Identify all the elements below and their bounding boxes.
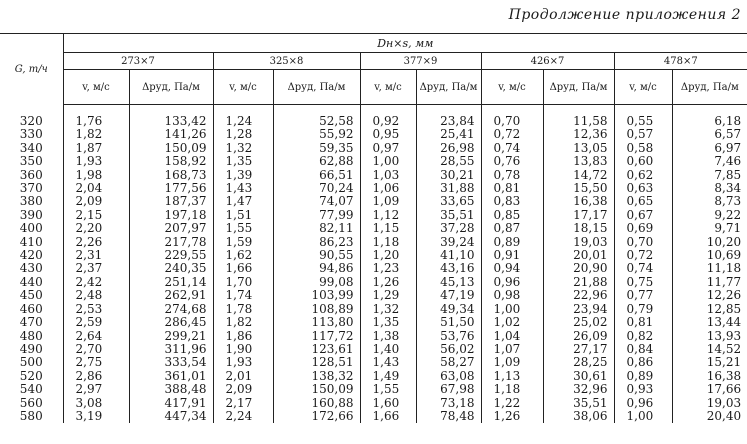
velocity-cell: 1,43 <box>360 356 416 369</box>
flow-rate-cell: 480 <box>0 330 63 343</box>
pressure-drop-cell: 6,18 <box>672 105 747 129</box>
velocity-cell: 1,28 <box>213 128 273 141</box>
pressure-drop-cell: 177,56 <box>129 182 213 195</box>
velocity-cell: 1,15 <box>360 222 416 235</box>
pressure-drop-cell: 82,11 <box>273 222 360 235</box>
pipe-size-header: 478×7 <box>614 53 747 70</box>
velocity-cell: 0,82 <box>614 330 672 343</box>
pressure-drop-cell: 15,50 <box>543 182 614 195</box>
velocity-cell: 0,91 <box>481 249 543 262</box>
pressure-drop-cell: 108,89 <box>273 303 360 316</box>
flow-rate-cell: 560 <box>0 397 63 410</box>
table-row <box>0 249 747 262</box>
pressure-drop-cell: 10,20 <box>672 236 747 249</box>
velocity-cell: 1,87 <box>75 140 103 155</box>
pressure-drop-cell: 207,97 <box>129 222 213 235</box>
table-row <box>0 262 747 275</box>
pressure-drop-cell: 32,96 <box>543 383 614 396</box>
velocity-cell: 1,00 <box>481 303 543 316</box>
velocity-cell: 2,09 <box>213 383 273 396</box>
pressure-drop-cell: 28,25 <box>543 356 614 369</box>
velocity-header: v, м/с <box>614 70 672 105</box>
pressure-drop-cell: 70,24 <box>273 182 360 195</box>
velocity-cell: 0,60 <box>614 155 672 168</box>
velocity-cell: 1,00 <box>614 410 672 423</box>
table-row <box>0 222 747 235</box>
pressure-drop-cell: 141,26 <box>129 128 213 141</box>
flow-rate-cell: 470 <box>0 316 63 329</box>
pressure-drop-cell: 187,37 <box>129 195 213 208</box>
velocity-cell: 2,64 <box>75 328 103 343</box>
table-row <box>0 356 747 369</box>
table-row <box>0 195 747 208</box>
velocity-cell: 0,63 <box>614 182 672 195</box>
velocity-cell: 1,86 <box>213 330 273 343</box>
pressure-drop-cell: 35,51 <box>543 397 614 410</box>
flow-rate-cell: 440 <box>0 276 63 289</box>
velocity-cell: 1,90 <box>213 343 273 356</box>
velocity-cell: 1,06 <box>360 182 416 195</box>
flow-rate-cell: 330 <box>0 128 63 141</box>
pressure-drop-cell: 10,69 <box>672 249 747 262</box>
velocity-cell: 1,98 <box>75 167 103 182</box>
table-row <box>0 343 747 356</box>
velocity-cell: 1,32 <box>360 303 416 316</box>
pressure-drop-cell: 117,72 <box>273 330 360 343</box>
pressure-drop-cell: 52,58 <box>273 105 360 129</box>
velocity-cell: 1,09 <box>481 356 543 369</box>
pipe-table <box>0 33 747 423</box>
velocity-cell: 1,74 <box>213 289 273 302</box>
velocity-cell: 2,97 <box>75 382 103 397</box>
table-row <box>0 236 747 249</box>
pressure-drop-header: Δpуд, Па/м <box>543 70 614 105</box>
pressure-drop-cell: 11,58 <box>543 105 614 129</box>
pressure-drop-cell: 7,85 <box>672 169 747 182</box>
velocity-cell: 1,82 <box>213 316 273 329</box>
table-row <box>0 105 747 129</box>
velocity-cell: 1,76 <box>75 114 103 128</box>
velocity-cell: 1,22 <box>481 397 543 410</box>
velocity-cell: 1,00 <box>360 155 416 168</box>
pressure-drop-cell: 35,51 <box>416 209 481 222</box>
velocity-cell: 1,09 <box>360 195 416 208</box>
velocity-cell: 3,19 <box>75 408 103 423</box>
velocity-cell: 1,55 <box>360 383 416 396</box>
pressure-drop-cell: 12,85 <box>672 303 747 316</box>
velocity-cell: 0,96 <box>481 276 543 289</box>
velocity-cell: 2,31 <box>75 248 103 263</box>
velocity-cell: 0,78 <box>481 169 543 182</box>
pressure-drop-cell: 23,94 <box>543 303 614 316</box>
pressure-drop-cell: 25,02 <box>543 316 614 329</box>
flow-rate-cell: 490 <box>0 343 63 356</box>
velocity-cell: 0,94 <box>481 262 543 275</box>
pressure-drop-cell: 56,02 <box>416 343 481 356</box>
pressure-drop-cell: 38,06 <box>543 410 614 423</box>
pressure-drop-cell: 229,55 <box>129 249 213 262</box>
velocity-cell: 1,32 <box>213 142 273 155</box>
pressure-drop-cell: 37,28 <box>416 222 481 235</box>
velocity-cell: 2,17 <box>213 397 273 410</box>
pressure-drop-cell: 51,50 <box>416 316 481 329</box>
velocity-cell: 0,86 <box>614 356 672 369</box>
pressure-drop-cell: 41,10 <box>416 249 481 262</box>
pressure-drop-cell: 26,98 <box>416 142 481 155</box>
velocity-cell: 0,95 <box>360 128 416 141</box>
velocity-header: v, м/с <box>63 70 129 105</box>
pressure-drop-cell: 23,84 <box>416 105 481 129</box>
pressure-drop-cell: 9,22 <box>672 209 747 222</box>
pressure-drop-cell: 31,88 <box>416 182 481 195</box>
velocity-cell: 1,29 <box>360 289 416 302</box>
pressure-drop-cell: 66,51 <box>273 169 360 182</box>
pressure-drop-cell: 9,71 <box>672 222 747 235</box>
pressure-drop-cell: 123,61 <box>273 343 360 356</box>
velocity-cell: 2,70 <box>75 341 103 356</box>
velocity-cell: 0,65 <box>614 195 672 208</box>
table-row <box>0 276 747 289</box>
velocity-cell: 1,38 <box>360 330 416 343</box>
pressure-drop-cell: 20,01 <box>543 249 614 262</box>
pressure-drop-cell: 14,52 <box>672 343 747 356</box>
pressure-drop-cell: 8,34 <box>672 182 747 195</box>
pipe-size-header: 325×8 <box>213 53 360 70</box>
velocity-cell: 0,98 <box>481 289 543 302</box>
velocity-cell: 0,58 <box>614 142 672 155</box>
pressure-drop-cell: 113,80 <box>273 316 360 329</box>
pressure-drop-header: Δpуд, Па/м <box>273 70 360 105</box>
pressure-drop-cell: 13,83 <box>543 155 614 168</box>
pressure-drop-cell: 13,44 <box>672 316 747 329</box>
pressure-drop-cell: 217,78 <box>129 236 213 249</box>
pressure-drop-cell: 447,34 <box>129 410 213 423</box>
pressure-drop-cell: 21,88 <box>543 276 614 289</box>
flow-rate-cell: 320 <box>0 105 63 129</box>
pressure-drop-cell: 62,88 <box>273 155 360 168</box>
flow-rate-cell: 540 <box>0 383 63 396</box>
velocity-cell: 1,18 <box>360 236 416 249</box>
velocity-cell: 0,72 <box>614 249 672 262</box>
velocity-header: v, м/с <box>360 70 416 105</box>
velocity-cell: 1,26 <box>481 410 543 423</box>
velocity-cell: 1,43 <box>213 182 273 195</box>
flow-rate-cell: 370 <box>0 182 63 195</box>
velocity-cell: 2,86 <box>75 368 103 383</box>
flow-rate-cell: 500 <box>0 356 63 369</box>
pressure-drop-cell: 150,09 <box>273 383 360 396</box>
velocity-header: v, м/с <box>481 70 543 105</box>
velocity-cell: 1,23 <box>360 262 416 275</box>
velocity-cell: 0,85 <box>481 209 543 222</box>
pressure-drop-header: Δpуд, Па/м <box>416 70 481 105</box>
flow-rate-cell: 460 <box>0 303 63 316</box>
pressure-drop-cell: 262,91 <box>129 289 213 302</box>
velocity-cell: 1,82 <box>75 127 103 142</box>
flow-rate-cell: 380 <box>0 195 63 208</box>
velocity-cell: 2,48 <box>75 288 103 303</box>
velocity-cell: 0,92 <box>360 105 416 129</box>
velocity-cell: 1,70 <box>213 276 273 289</box>
pressure-drop-cell: 16,38 <box>672 370 747 383</box>
velocity-cell: 1,12 <box>360 209 416 222</box>
velocity-cell: 1,66 <box>213 262 273 275</box>
velocity-cell: 1,26 <box>360 276 416 289</box>
pressure-drop-cell: 15,21 <box>672 356 747 369</box>
velocity-cell: 1,02 <box>481 316 543 329</box>
velocity-cell: 0,74 <box>614 262 672 275</box>
pressure-drop-cell: 6,97 <box>672 142 747 155</box>
pressure-drop-cell: 311,96 <box>129 343 213 356</box>
flow-rate-cell: 450 <box>0 289 63 302</box>
g-column-header: G, т/ч <box>0 34 63 105</box>
pressure-drop-cell: 20,40 <box>672 410 747 423</box>
pressure-drop-cell: 128,51 <box>273 356 360 369</box>
velocity-cell: 1,47 <box>213 195 273 208</box>
velocity-cell: 2,04 <box>75 181 103 196</box>
pressure-drop-cell: 160,88 <box>273 397 360 410</box>
pressure-drop-cell: 63,08 <box>416 370 481 383</box>
pressure-drop-cell: 45,13 <box>416 276 481 289</box>
data-table <box>0 33 747 423</box>
flow-rate-cell: 400 <box>0 222 63 235</box>
pressure-drop-cell: 12,36 <box>543 128 614 141</box>
pressure-drop-cell: 25,41 <box>416 128 481 141</box>
pressure-drop-cell: 20,90 <box>543 262 614 275</box>
flow-rate-cell: 420 <box>0 249 63 262</box>
velocity-cell: 1,20 <box>360 249 416 262</box>
velocity-cell: 1,04 <box>481 330 543 343</box>
pressure-drop-cell: 18,15 <box>543 222 614 235</box>
velocity-cell: 0,83 <box>481 195 543 208</box>
velocity-cell: 1,66 <box>360 410 416 423</box>
pressure-drop-cell: 11,18 <box>672 262 747 275</box>
velocity-header: v, м/с <box>213 70 273 105</box>
velocity-cell: 2,15 <box>75 207 103 222</box>
pressure-drop-cell: 12,26 <box>672 289 747 302</box>
table-row <box>0 289 747 302</box>
pressure-drop-cell: 168,73 <box>129 169 213 182</box>
pressure-drop-cell: 55,92 <box>273 128 360 141</box>
velocity-cell: 2,20 <box>75 221 103 236</box>
velocity-cell: 0,70 <box>481 105 543 129</box>
pressure-drop-cell: 274,68 <box>129 303 213 316</box>
pressure-drop-cell: 7,46 <box>672 155 747 168</box>
velocity-cell: 1,55 <box>213 222 273 235</box>
flow-rate-cell: 430 <box>0 262 63 275</box>
pressure-drop-cell: 26,09 <box>543 330 614 343</box>
pressure-drop-cell: 78,48 <box>416 410 481 423</box>
pressure-drop-cell: 74,07 <box>273 195 360 208</box>
velocity-cell: 0,84 <box>614 343 672 356</box>
pressure-drop-cell: 94,86 <box>273 262 360 275</box>
velocity-cell: 0,55 <box>614 105 672 129</box>
pressure-drop-cell: 299,21 <box>129 330 213 343</box>
table-row <box>0 370 747 383</box>
table-row <box>0 303 747 316</box>
flow-rate-cell: 390 <box>0 209 63 222</box>
pressure-drop-cell: 39,24 <box>416 236 481 249</box>
table-body <box>0 105 747 424</box>
flow-rate-cell: 350 <box>0 155 63 168</box>
velocity-cell: 1,13 <box>481 370 543 383</box>
velocity-cell: 1,03 <box>360 169 416 182</box>
velocity-cell: 2,24 <box>213 410 273 423</box>
table-row <box>0 410 747 423</box>
table-row <box>0 128 747 141</box>
pressure-drop-cell: 158,92 <box>129 155 213 168</box>
flow-rate-cell: 580 <box>0 410 63 423</box>
velocity-cell: 0,76 <box>481 155 543 168</box>
velocity-cell: 1,59 <box>213 236 273 249</box>
velocity-cell: 0,69 <box>614 222 672 235</box>
pressure-drop-cell: 251,14 <box>129 276 213 289</box>
pressure-drop-cell: 77,99 <box>273 209 360 222</box>
table-row <box>0 155 747 168</box>
pressure-drop-cell: 47,19 <box>416 289 481 302</box>
velocity-cell: 2,42 <box>75 274 103 289</box>
pressure-drop-cell: 13,93 <box>672 330 747 343</box>
pressure-drop-cell: 17,17 <box>543 209 614 222</box>
velocity-cell: 2,09 <box>75 194 103 209</box>
pressure-drop-cell: 388,48 <box>129 383 213 396</box>
pressure-drop-cell: 197,18 <box>129 209 213 222</box>
velocity-cell: 1,35 <box>213 155 273 168</box>
table-row <box>0 169 747 182</box>
velocity-cell: 1,24 <box>213 105 273 129</box>
pressure-drop-cell: 86,23 <box>273 236 360 249</box>
pipe-size-header: 377×9 <box>360 53 481 70</box>
pressure-drop-cell: 59,35 <box>273 142 360 155</box>
velocity-cell: 0,89 <box>614 370 672 383</box>
pressure-drop-cell: 43,16 <box>416 262 481 275</box>
pressure-drop-cell: 53,76 <box>416 330 481 343</box>
pressure-drop-cell: 417,91 <box>129 397 213 410</box>
pressure-drop-cell: 133,42 <box>129 105 213 129</box>
velocity-cell: 1,07 <box>481 343 543 356</box>
pressure-drop-header: Δpуд, Па/м <box>129 70 213 105</box>
velocity-cell: 0,75 <box>614 276 672 289</box>
velocity-cell: 2,53 <box>75 301 103 316</box>
velocity-cell: 0,70 <box>614 236 672 249</box>
table-row <box>0 397 747 410</box>
velocity-cell: 2,37 <box>75 261 103 276</box>
velocity-cell: 0,93 <box>614 383 672 396</box>
pressure-drop-cell: 138,32 <box>273 370 360 383</box>
pressure-drop-cell: 27,17 <box>543 343 614 356</box>
velocity-cell: 0,79 <box>614 303 672 316</box>
pressure-drop-cell: 172,66 <box>273 410 360 423</box>
pressure-drop-cell: 90,55 <box>273 249 360 262</box>
velocity-cell: 1,18 <box>481 383 543 396</box>
pressure-drop-cell: 13,05 <box>543 142 614 155</box>
pressure-drop-cell: 333,54 <box>129 356 213 369</box>
velocity-cell: 0,77 <box>614 289 672 302</box>
velocity-cell: 0,97 <box>360 142 416 155</box>
pressure-drop-cell: 33,65 <box>416 195 481 208</box>
velocity-cell: 1,93 <box>75 154 103 169</box>
pressure-drop-cell: 58,27 <box>416 356 481 369</box>
table-row <box>0 209 747 222</box>
velocity-cell: 1,60 <box>360 397 416 410</box>
table-row <box>0 383 747 396</box>
velocity-cell: 1,62 <box>213 249 273 262</box>
table-row <box>0 316 747 329</box>
diameter-group-header: Dн×s, мм <box>63 34 747 53</box>
velocity-cell: 1,35 <box>360 316 416 329</box>
pressure-drop-cell: 99,08 <box>273 276 360 289</box>
pressure-drop-cell: 28,55 <box>416 155 481 168</box>
pressure-drop-cell: 19,03 <box>672 397 747 410</box>
velocity-cell: 0,67 <box>614 209 672 222</box>
velocity-cell: 1,40 <box>360 343 416 356</box>
flow-rate-cell: 520 <box>0 370 63 383</box>
velocity-cell: 0,72 <box>481 128 543 141</box>
table-row <box>0 142 747 155</box>
flow-rate-cell: 340 <box>0 142 63 155</box>
pressure-drop-cell: 286,45 <box>129 316 213 329</box>
velocity-cell: 1,39 <box>213 169 273 182</box>
velocity-cell: 1,78 <box>213 303 273 316</box>
pressure-drop-cell: 73,18 <box>416 397 481 410</box>
column-label-row <box>0 70 747 105</box>
pressure-drop-cell: 30,61 <box>543 370 614 383</box>
pressure-drop-cell: 14,72 <box>543 169 614 182</box>
velocity-cell: 1,93 <box>213 356 273 369</box>
velocity-cell: 0,57 <box>614 128 672 141</box>
velocity-cell: 0,81 <box>481 182 543 195</box>
pressure-drop-cell: 16,38 <box>543 195 614 208</box>
pressure-drop-cell: 11,77 <box>672 276 747 289</box>
velocity-cell: 2,26 <box>75 234 103 249</box>
velocity-cell: 0,62 <box>614 169 672 182</box>
table-row <box>0 330 747 343</box>
pressure-drop-cell: 103,99 <box>273 289 360 302</box>
velocity-cell: 2,01 <box>213 370 273 383</box>
pressure-drop-cell: 150,09 <box>129 142 213 155</box>
pressure-drop-header: Δpуд, Па/м <box>672 70 747 105</box>
velocity-cell: 1,49 <box>360 370 416 383</box>
pressure-drop-cell: 30,21 <box>416 169 481 182</box>
pressure-drop-cell: 67,98 <box>416 383 481 396</box>
pipe-size-header: 426×7 <box>481 53 614 70</box>
pressure-drop-cell: 8,73 <box>672 195 747 208</box>
pressure-drop-cell: 19,03 <box>543 236 614 249</box>
pressure-drop-cell: 361,01 <box>129 370 213 383</box>
velocity-cell: 0,74 <box>481 142 543 155</box>
pressure-drop-cell: 240,35 <box>129 262 213 275</box>
flow-rate-cell: 410 <box>0 236 63 249</box>
pipe-size-row <box>0 53 747 70</box>
pressure-drop-cell: 22,96 <box>543 289 614 302</box>
velocity-cell: 2,75 <box>75 355 103 370</box>
flow-rate-cell: 360 <box>0 169 63 182</box>
pressure-drop-cell: 17,66 <box>672 383 747 396</box>
velocity-cell: 0,87 <box>481 222 543 235</box>
velocity-cell: 2,59 <box>75 315 103 330</box>
velocity-cell: 3,08 <box>75 395 103 410</box>
page-title: Продолжение приложения 2 <box>508 7 741 23</box>
velocity-cell: 0,89 <box>481 236 543 249</box>
velocity-cell: 1,51 <box>213 209 273 222</box>
velocity-cell: 0,96 <box>614 397 672 410</box>
pressure-drop-cell: 49,34 <box>416 303 481 316</box>
table-row <box>0 182 747 195</box>
pressure-drop-cell: 6,57 <box>672 128 747 141</box>
pipe-size-header: 273×7 <box>63 53 213 70</box>
velocity-cell: 0,81 <box>614 316 672 329</box>
